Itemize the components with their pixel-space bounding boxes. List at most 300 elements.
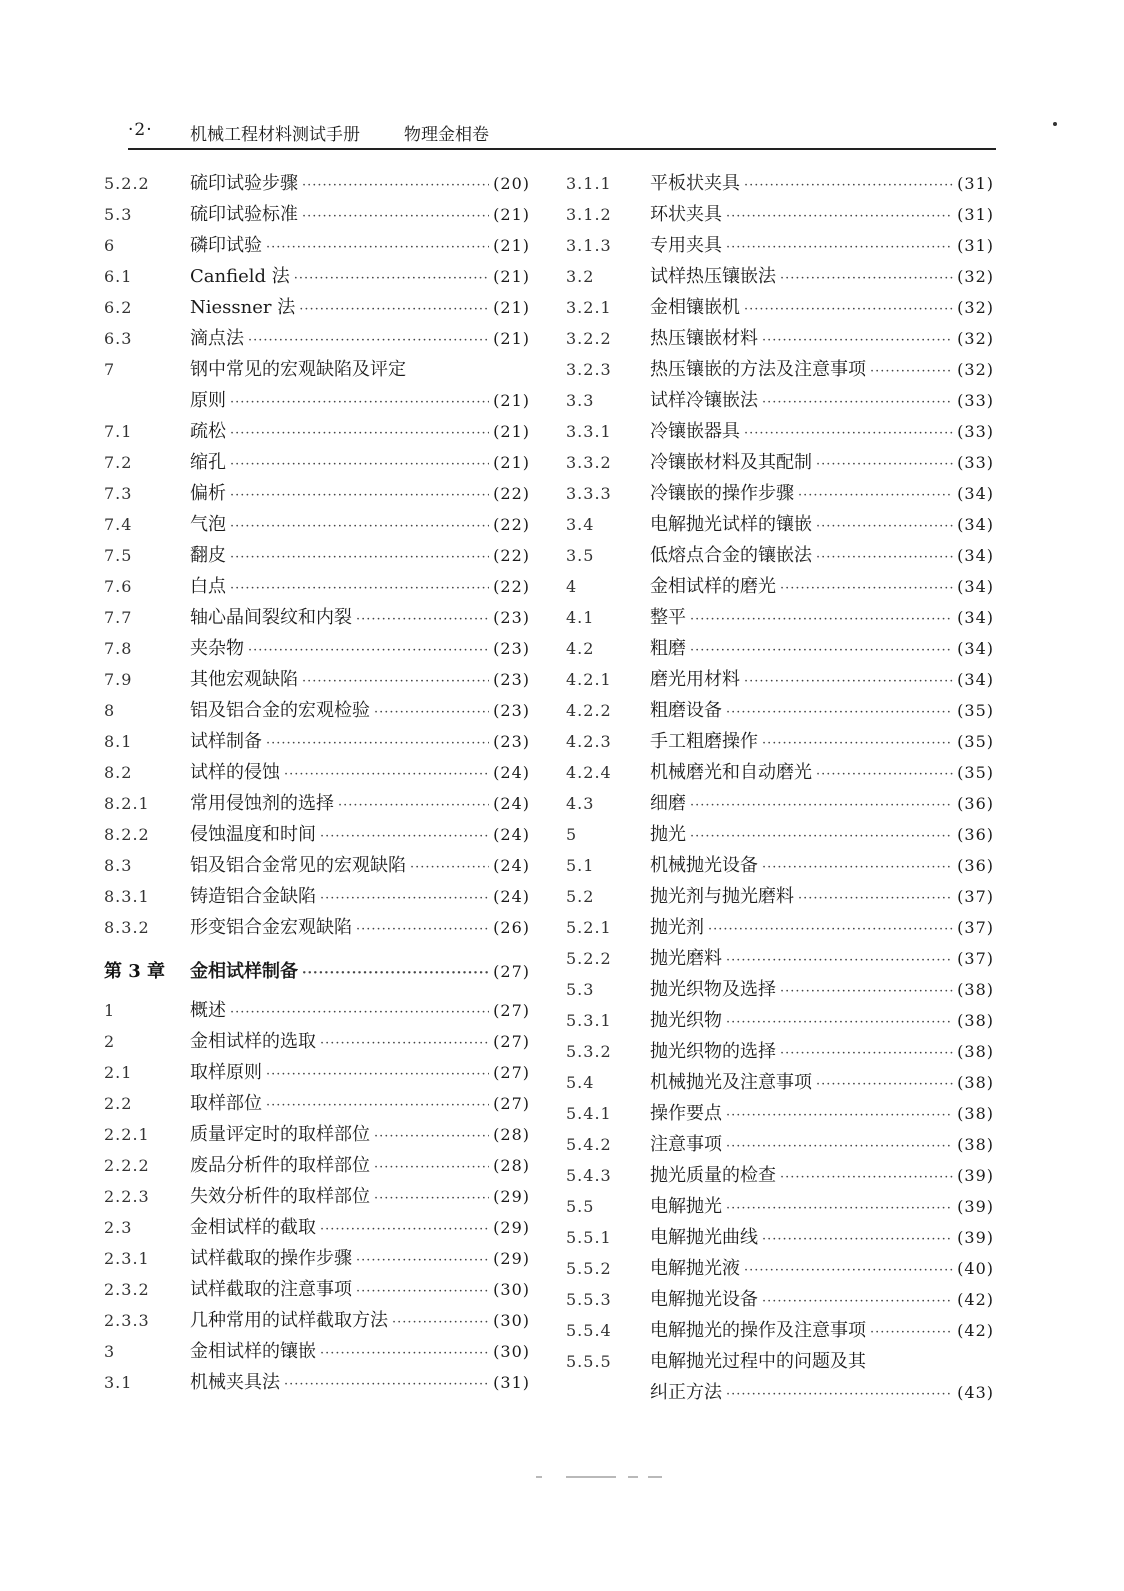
dot-leader xyxy=(690,821,953,852)
toc-entry-title: 几种常用的试样截取方法 xyxy=(190,1310,388,1331)
toc-entry-number: 3.1.3 xyxy=(566,236,612,255)
toc-entry[interactable] xyxy=(104,788,530,819)
toc-entry[interactable] xyxy=(566,1191,994,1222)
toc-entry[interactable] xyxy=(566,912,994,943)
toc-entry-number: 5.2.2 xyxy=(104,174,150,193)
dot-leader xyxy=(374,1121,489,1152)
toc-entry-page: (34) xyxy=(957,546,994,565)
toc-entry-title: 热压镶嵌材料 xyxy=(650,328,758,349)
toc-entry-page: (38) xyxy=(957,1135,994,1154)
toc-entry[interactable] xyxy=(104,1305,530,1336)
toc-entry-number: 5.3 xyxy=(104,205,133,224)
toc-entry-title: 试样的侵蚀 xyxy=(190,762,280,783)
dot-leader xyxy=(690,790,953,821)
toc-entry[interactable] xyxy=(566,168,994,199)
toc-entry-page: (33) xyxy=(957,422,994,441)
toc-entry-page: (39) xyxy=(957,1228,994,1247)
toc-entry[interactable] xyxy=(104,292,530,323)
dot-leader xyxy=(302,201,489,232)
toc-entry[interactable] xyxy=(104,757,530,788)
toc-entry-page: (36) xyxy=(957,825,994,844)
dot-leader xyxy=(320,821,489,852)
toc-entry[interactable] xyxy=(566,1253,994,1284)
toc-entry-page: (27) xyxy=(493,1063,530,1082)
toc-entry-number: 3.1.2 xyxy=(566,205,612,224)
toc-entry[interactable] xyxy=(104,416,530,447)
toc-entry-number: 3.5 xyxy=(566,546,595,565)
toc-entry-page: (33) xyxy=(957,391,994,410)
dot-leader xyxy=(762,325,953,356)
toc-entry-page: (38) xyxy=(957,1011,994,1030)
dot-leader xyxy=(356,604,489,635)
dot-leader xyxy=(726,697,953,728)
dot-leader xyxy=(762,1286,953,1317)
toc-entry-page: (38) xyxy=(957,1073,994,1092)
toc-entry-title: 铸造铝合金缺陷 xyxy=(190,886,316,907)
toc-entry-title: 试样冷镶嵌法 xyxy=(650,390,758,411)
toc-entry[interactable] xyxy=(104,199,530,230)
toc-entry-page: (35) xyxy=(957,732,994,751)
dot-leader xyxy=(320,883,489,914)
toc-entry-title: 电解抛光曲线 xyxy=(650,1227,758,1248)
dot-leader xyxy=(744,170,953,201)
toc-entry-number: 4.3 xyxy=(566,794,595,813)
dot-leader xyxy=(230,449,489,480)
toc-entry-number: 2.3.1 xyxy=(104,1249,150,1268)
toc-entry-page: (38) xyxy=(957,1042,994,1061)
toc-entry-title: 轴心晶间裂纹和内裂 xyxy=(190,607,352,628)
dot-leader xyxy=(410,852,489,883)
toc-entry[interactable] xyxy=(104,261,530,292)
toc-entry[interactable] xyxy=(104,1212,530,1243)
toc-entry[interactable] xyxy=(566,571,994,602)
dot-leader xyxy=(690,635,953,666)
toc-entry[interactable] xyxy=(104,726,530,757)
toc-entry-title: 白点 xyxy=(190,576,226,597)
toc-entry[interactable] xyxy=(566,261,994,292)
toc-entry[interactable] xyxy=(104,385,530,416)
toc-entry-title: 电解抛光过程中的问题及其 xyxy=(650,1351,866,1372)
toc-entry-number: 5.5.1 xyxy=(566,1228,612,1247)
toc-entry-number: 4 xyxy=(566,577,578,596)
dot-leader xyxy=(690,604,953,635)
toc-entry-page: (24) xyxy=(493,887,530,906)
toc-entry-title: 试样热压镶嵌法 xyxy=(650,266,776,287)
toc-entry[interactable] xyxy=(104,1274,530,1305)
toc-entry-page: (35) xyxy=(957,701,994,720)
toc-entry-number: 5.5.2 xyxy=(566,1259,612,1278)
toc-entry[interactable] xyxy=(104,447,530,478)
toc-entry[interactable] xyxy=(566,1098,994,1129)
toc-entry-page: (28) xyxy=(493,1125,530,1144)
toc-entry-page: (29) xyxy=(493,1249,530,1268)
toc-entry-page: (24) xyxy=(493,825,530,844)
book-title: 机械工程材料测试手册 xyxy=(190,125,360,145)
toc-entry-title: 侵蚀温度和时间 xyxy=(190,824,316,845)
toc-entry-title: 偏析 xyxy=(190,483,226,504)
toc-entry-page: (37) xyxy=(957,887,994,906)
toc-entry-title: 环状夹具 xyxy=(650,204,722,225)
toc-entry[interactable] xyxy=(104,1336,530,1367)
dot-leader xyxy=(392,1307,489,1338)
toc-entry-page: (31) xyxy=(957,236,994,255)
toc-entry-page: (34) xyxy=(957,577,994,596)
dot-leader xyxy=(798,480,953,511)
dot-leader xyxy=(230,997,489,1028)
toc-entry-title: 机械夹具法 xyxy=(190,1372,280,1393)
dot-leader xyxy=(302,666,489,697)
toc-entry-number: 3.2.1 xyxy=(566,298,612,317)
toc-entry-number: 5.3.2 xyxy=(566,1042,612,1061)
toc-entry-title: 概述 xyxy=(190,1000,226,1021)
toc-entry[interactable] xyxy=(104,478,530,509)
toc-entry[interactable] xyxy=(566,788,994,819)
toc-entry-title: 抛光质量的检查 xyxy=(650,1165,776,1186)
toc-entry[interactable] xyxy=(104,1243,530,1274)
toc-entry[interactable] xyxy=(104,1367,530,1398)
toc-entry-number: 5.4.3 xyxy=(566,1166,612,1185)
toc-entry-number: 3.2.2 xyxy=(566,329,612,348)
toc-entry-number: 4.2 xyxy=(566,639,595,658)
toc-entry-title: 机械抛光设备 xyxy=(650,855,758,876)
dot-leader xyxy=(816,759,953,790)
toc-entry-title: 钢中常见的宏观缺陷及评定 xyxy=(190,359,406,380)
toc-entry-page: (22) xyxy=(493,546,530,565)
toc-entry-page: (37) xyxy=(957,949,994,968)
toc-entry-title: 滴点法 xyxy=(190,328,244,349)
toc-entry-number: 8.2.1 xyxy=(104,794,150,813)
toc-entry-number: 1 xyxy=(104,1001,116,1020)
toc-entry[interactable] xyxy=(104,354,530,385)
toc-entry[interactable] xyxy=(566,230,994,261)
dot-leader xyxy=(726,1379,953,1410)
toc-entry-number: 2.3.3 xyxy=(104,1311,150,1330)
dot-leader xyxy=(230,387,489,418)
toc-entry-page: (31) xyxy=(493,1373,530,1392)
dot-leader xyxy=(780,1038,953,1069)
dot-leader xyxy=(780,1162,953,1193)
toc-entry-page: (27) xyxy=(493,1094,530,1113)
dot-leader xyxy=(302,170,489,201)
toc-entry-page: (29) xyxy=(493,1187,530,1206)
toc-entry[interactable] xyxy=(566,819,994,850)
toc-entry-title: 质量评定时的取样部位 xyxy=(190,1124,370,1145)
dot-leader xyxy=(726,945,953,976)
toc-entry-page: (24) xyxy=(493,763,530,782)
toc-entry[interactable] xyxy=(566,199,994,230)
toc-entry[interactable] xyxy=(104,1181,530,1212)
toc-entry-title: 抛光织物的选择 xyxy=(650,1041,776,1062)
toc-entry[interactable] xyxy=(566,1346,994,1377)
toc-entry[interactable] xyxy=(566,1067,994,1098)
toc-entry[interactable] xyxy=(566,292,994,323)
toc-entry[interactable] xyxy=(566,1315,994,1346)
toc-entry-page: (23) xyxy=(493,701,530,720)
dot-leader xyxy=(266,1090,489,1121)
toc-entry-page: (21) xyxy=(493,267,530,286)
dot-leader xyxy=(744,294,953,325)
toc-entry-number: 4.2.2 xyxy=(566,701,612,720)
dot-leader xyxy=(780,573,953,604)
toc-entry[interactable] xyxy=(104,168,530,199)
dot-leader xyxy=(816,542,953,573)
toc-entry[interactable] xyxy=(104,633,530,664)
toc-entry-page: (43) xyxy=(957,1383,994,1402)
toc-entry-title: 夹杂物 xyxy=(190,638,244,659)
dot-leader xyxy=(726,1100,953,1131)
dot-leader xyxy=(266,232,489,263)
toc-entry-title: 其他宏观缺陷 xyxy=(190,669,298,690)
toc-entry-number: 5.5.4 xyxy=(566,1321,612,1340)
toc-entry-title: 抛光织物及选择 xyxy=(650,979,776,1000)
toc-entry-title: 缩孔 xyxy=(190,452,226,473)
toc-entry-title: 平板状夹具 xyxy=(650,173,740,194)
toc-entry-title: Canfield 法 xyxy=(190,266,290,287)
toc-entry[interactable] xyxy=(566,1160,994,1191)
toc-entry-page: (32) xyxy=(957,267,994,286)
toc-entry[interactable] xyxy=(566,757,994,788)
toc-entry[interactable] xyxy=(566,447,994,478)
toc-entry[interactable] xyxy=(566,1284,994,1315)
toc-entry[interactable] xyxy=(566,974,994,1005)
toc-entry-title: 金相镶嵌机 xyxy=(650,297,740,318)
toc-entry-number: 3.3.2 xyxy=(566,453,612,472)
toc-entry-number: 5.2.1 xyxy=(566,918,612,937)
dot-leader xyxy=(726,1131,953,1162)
toc-entry[interactable] xyxy=(566,633,994,664)
toc-entry-title: 金相试样的镶嵌 xyxy=(190,1341,316,1362)
toc-entry-page: (31) xyxy=(957,174,994,193)
toc-entry-title: 金相试样的磨光 xyxy=(650,576,776,597)
toc-entry[interactable] xyxy=(566,602,994,633)
toc-entry[interactable] xyxy=(104,995,530,1026)
toc-entry-number: 2.3.2 xyxy=(104,1280,150,1299)
dot-leader xyxy=(266,728,489,759)
toc-entry-title: 形变铝合金宏观缺陷 xyxy=(190,917,352,938)
toc-entry-title: 热压镶嵌的方法及注意事项 xyxy=(650,359,866,380)
toc-entry-page: (21) xyxy=(493,391,530,410)
toc-entry[interactable] xyxy=(566,478,994,509)
toc-entry[interactable] xyxy=(566,1036,994,1067)
toc-entry[interactable] xyxy=(104,540,530,571)
toc-entry-number: 8.3.2 xyxy=(104,918,150,937)
toc-entry[interactable] xyxy=(566,354,994,385)
toc-entry-number: 3.3 xyxy=(566,391,595,410)
toc-entry-title: 操作要点 xyxy=(650,1103,722,1124)
toc-entry-title: 冷镶嵌器具 xyxy=(650,421,740,442)
toc-entry[interactable] xyxy=(566,1129,994,1160)
dot-leader xyxy=(230,542,489,573)
corner-dot xyxy=(1053,122,1057,126)
dot-leader xyxy=(726,201,953,232)
toc-entry-title: 磨光用材料 xyxy=(650,669,740,690)
toc-entry[interactable] xyxy=(104,323,530,354)
dot-leader xyxy=(294,263,489,294)
toc-entry-page: (21) xyxy=(493,298,530,317)
dot-leader xyxy=(762,1224,953,1255)
toc-entry[interactable] xyxy=(566,943,994,974)
dot-leader xyxy=(762,852,953,883)
toc-entry-title: 低熔点合金的镶嵌法 xyxy=(650,545,812,566)
toc-entry-number: 6.1 xyxy=(104,267,133,286)
toc-entry-number: 6.2 xyxy=(104,298,133,317)
toc-entry[interactable] xyxy=(104,1150,530,1181)
toc-entry-page: (30) xyxy=(493,1280,530,1299)
toc-entry-page: (21) xyxy=(493,422,530,441)
toc-entry-page: (30) xyxy=(493,1311,530,1330)
toc-entry-page: (23) xyxy=(493,639,530,658)
toc-entry-title: 机械磨光和自动磨光 xyxy=(650,762,812,783)
toc-entry-number: 第 3 章 xyxy=(104,961,166,982)
toc-entry[interactable] xyxy=(566,416,994,447)
toc-entry-page: (20) xyxy=(493,174,530,193)
toc-entry[interactable] xyxy=(566,881,994,912)
dot-leader xyxy=(870,356,953,387)
toc-entry[interactable] xyxy=(104,602,530,633)
dot-leader xyxy=(744,418,953,449)
dot-leader xyxy=(780,263,953,294)
toc-entry-number: 7.3 xyxy=(104,484,133,503)
toc-entry-title: Niessner 法 xyxy=(190,297,296,318)
dot-leader xyxy=(780,976,953,1007)
toc-entry-number: 5.5 xyxy=(566,1197,595,1216)
toc-entry[interactable] xyxy=(104,1088,530,1119)
toc-entry-page: (35) xyxy=(957,763,994,782)
toc-entry[interactable] xyxy=(566,664,994,695)
toc-entry-number: 5.3 xyxy=(566,980,595,999)
toc-entry[interactable] xyxy=(566,1377,994,1408)
toc-entry-number: 2 xyxy=(104,1032,116,1051)
toc-entry-title: 细磨 xyxy=(650,793,686,814)
toc-entry-page: (22) xyxy=(493,515,530,534)
toc-entry-title: 试样截取的注意事项 xyxy=(190,1279,352,1300)
toc-entry-title: 机械抛光及注意事项 xyxy=(650,1072,812,1093)
toc-entry-page: (37) xyxy=(957,918,994,937)
toc-entry-number: 8.2.2 xyxy=(104,825,150,844)
toc-entry-title: 电解抛光液 xyxy=(650,1258,740,1279)
toc-entry[interactable] xyxy=(566,1005,994,1036)
dot-leader xyxy=(356,914,489,945)
toc-entry-number: 5.5.3 xyxy=(566,1290,612,1309)
toc-entry[interactable] xyxy=(104,819,530,850)
toc-entry[interactable] xyxy=(566,323,994,354)
toc-entry-title: 磷印试验 xyxy=(190,235,262,256)
toc-entry[interactable] xyxy=(566,1222,994,1253)
toc-entry[interactable] xyxy=(104,850,530,881)
toc-entry[interactable] xyxy=(104,571,530,602)
toc-entry-page: (32) xyxy=(957,360,994,379)
toc-entry-title: 试样制备 xyxy=(190,731,262,752)
toc-entry-title: 粗磨 xyxy=(650,638,686,659)
toc-entry-number: 2.1 xyxy=(104,1063,133,1082)
toc-entry[interactable] xyxy=(104,881,530,912)
toc-entry-title: 疏松 xyxy=(190,421,226,442)
toc-entry-number: 7.9 xyxy=(104,670,133,689)
toc-entry-title: 取样原则 xyxy=(190,1062,262,1083)
toc-entry[interactable] xyxy=(566,850,994,881)
toc-entry-title: 翻皮 xyxy=(190,545,226,566)
toc-entry-number: 7.6 xyxy=(104,577,133,596)
toc-entry-page: (29) xyxy=(493,1218,530,1237)
dot-leader xyxy=(726,1193,953,1224)
toc-entry[interactable] xyxy=(566,509,994,540)
toc-entry-page: (28) xyxy=(493,1156,530,1175)
toc-entry-page: (23) xyxy=(493,732,530,751)
toc-entry-title: 抛光剂 xyxy=(650,917,704,938)
toc-entry-page: (27) xyxy=(493,962,530,981)
toc-entry-title: 抛光磨料 xyxy=(650,948,722,969)
dot-leader xyxy=(816,449,953,480)
toc-entry-page: (24) xyxy=(493,794,530,813)
toc-entry-title: 金相试样制备 xyxy=(190,961,298,982)
toc-entry-number: 4.2.1 xyxy=(566,670,612,689)
toc-entry-page: (34) xyxy=(957,608,994,627)
toc-entry[interactable] xyxy=(104,230,530,261)
toc-entry-number: 5.2 xyxy=(566,887,595,906)
toc-entry-title: 整平 xyxy=(650,607,686,628)
dot-leader xyxy=(762,387,953,418)
dot-leader xyxy=(248,635,489,666)
dot-leader xyxy=(302,951,489,997)
toc-entry-title: 电解抛光的操作及注意事项 xyxy=(650,1320,866,1341)
toc-entry[interactable] xyxy=(104,509,530,540)
dot-leader xyxy=(266,1059,489,1090)
toc-entry-page: (24) xyxy=(493,856,530,875)
toc-entry-page: (22) xyxy=(493,577,530,596)
toc-entry[interactable] xyxy=(104,695,530,726)
toc-entry-page: (40) xyxy=(957,1259,994,1278)
toc-entry[interactable] xyxy=(566,385,994,416)
toc-entry-title: 抛光织物 xyxy=(650,1010,722,1031)
toc-entry[interactable] xyxy=(104,912,530,943)
toc-entry-title: 金相试样的截取 xyxy=(190,1217,316,1238)
toc-chapter-entry[interactable] xyxy=(104,949,530,995)
toc-entry-number: 3.4 xyxy=(566,515,595,534)
toc-entry-number: 6.3 xyxy=(104,329,133,348)
dot-leader xyxy=(762,728,953,759)
toc-entry-page: (38) xyxy=(957,1104,994,1123)
toc-entry-title: 取样部位 xyxy=(190,1093,262,1114)
toc-left-column xyxy=(104,168,530,1398)
dot-leader xyxy=(374,697,489,728)
toc-entry[interactable] xyxy=(104,664,530,695)
toc-entry-title: 原则 xyxy=(190,390,226,411)
toc-entry-number: 8 xyxy=(104,701,116,720)
toc-entry-page: (27) xyxy=(493,1032,530,1051)
dot-leader xyxy=(798,883,953,914)
dot-leader xyxy=(816,1069,953,1100)
toc-entry-page: (30) xyxy=(493,1342,530,1361)
dot-leader xyxy=(338,790,489,821)
toc-entry-number: 8.2 xyxy=(104,763,133,782)
dot-leader xyxy=(726,232,953,263)
toc-entry[interactable] xyxy=(104,1057,530,1088)
toc-entry[interactable] xyxy=(104,1119,530,1150)
toc-entry-number: 3.1.1 xyxy=(566,174,612,193)
toc-entry-number: 4.1 xyxy=(566,608,595,627)
toc-entry-page: (39) xyxy=(957,1197,994,1216)
volume-title: 物理金相卷 xyxy=(404,125,489,145)
toc-entry[interactable] xyxy=(566,540,994,571)
toc-entry[interactable] xyxy=(566,726,994,757)
toc-entry-title: 纠正方法 xyxy=(650,1382,722,1403)
dot-leader xyxy=(744,1255,953,1286)
dot-leader xyxy=(356,1245,489,1276)
toc-entry[interactable] xyxy=(104,1026,530,1057)
toc-entry-number: 7 xyxy=(104,360,116,379)
toc-entry-page: (34) xyxy=(957,670,994,689)
toc-entry[interactable] xyxy=(566,695,994,726)
